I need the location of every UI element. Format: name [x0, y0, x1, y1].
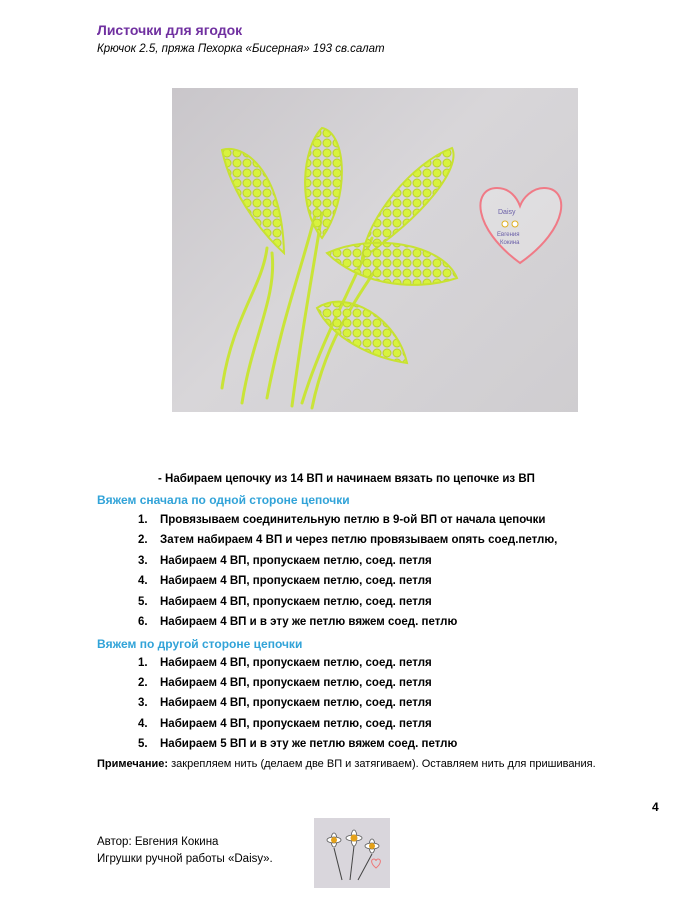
step-2-4	[138, 718, 432, 730]
step-1-2	[138, 534, 557, 546]
step-text: Набираем 4 ВП, пропускаем петлю, соед. петля	[160, 697, 432, 709]
daisy-flowers-icon	[314, 818, 390, 888]
step-text: Набираем 4 ВП, пропускаем петлю, соед. петля	[160, 555, 432, 567]
leaf-2	[305, 128, 342, 238]
leaf-4	[327, 243, 457, 285]
step-number: 5.	[138, 738, 148, 750]
step-number: 4.	[138, 575, 148, 587]
step-number: 5.	[138, 596, 148, 608]
author-block	[97, 834, 273, 868]
step-number: 1.	[138, 514, 148, 526]
page-subtitle: Крючок 2.5, пряжа Пехорка «Бисерная» 193 св.салат	[97, 43, 385, 55]
step-text: Набираем 4 ВП, пропускаем петлю, соед. петля	[160, 596, 432, 608]
page-title: Листочки для ягодок	[97, 22, 243, 38]
step-2-5	[138, 738, 457, 750]
step-text: Провязываем соединительную петлю в 9-ой ВП от начала цепочки	[160, 514, 546, 526]
step-1-3	[138, 555, 432, 567]
step-number: 3.	[138, 555, 148, 567]
watermark-line-1: Daisy	[498, 209, 516, 216]
step-text: Набираем 4 ВП, пропускаем петлю, соед. петля	[160, 718, 432, 730]
step-2-1	[138, 657, 432, 669]
leaf-1	[222, 149, 284, 253]
heart-watermark-icon	[480, 188, 561, 263]
author-line: Автор: Евгения Кокина	[97, 836, 219, 848]
step-number: 4.	[138, 718, 148, 730]
page-number: 4	[652, 800, 659, 814]
step-text: Набираем 4 ВП, пропускаем петлю, соед. петля	[160, 575, 432, 587]
step-1-5	[138, 596, 432, 608]
watermark-line-2: Евгения	[497, 232, 520, 238]
intro-step: - Набираем цепочку из 14 ВП и начинаем вязать по цепочке из ВП	[158, 473, 535, 485]
step-text: Набираем 4 ВП и в эту же петлю вяжем соед. петлю	[160, 616, 458, 628]
section-heading-1: Вяжем сначала по одной стороне цепочки	[97, 493, 350, 507]
step-text: Набираем 4 ВП, пропускаем петлю, соед. петля	[160, 657, 432, 669]
brand-thumbnail	[314, 818, 390, 888]
section-heading-2: Вяжем по другой стороне цепочки	[97, 637, 303, 651]
note	[97, 758, 596, 770]
watermark-line-3: Кокина	[500, 240, 520, 246]
brand-line: Игрушки ручной работы «Daisy».	[97, 853, 273, 865]
note-text: закрепляем нить (делаем две ВП и затягиваем). Оставляем нить для пришивания.	[168, 758, 596, 770]
step-2-2	[138, 677, 432, 689]
step-1-1	[138, 514, 545, 526]
step-number: 3.	[138, 697, 148, 709]
leaf-3	[362, 148, 454, 258]
leaves-illustration	[172, 88, 578, 412]
note-label: Примечание:	[97, 758, 169, 770]
leaves-photo	[172, 88, 578, 412]
step-number: 6.	[138, 616, 148, 628]
step-text: Набираем 5 ВП и в эту же петлю вяжем соед. петлю	[160, 738, 458, 750]
step-1-4	[138, 575, 432, 587]
step-text: Набираем 4 ВП, пропускаем петлю, соед. петля	[160, 677, 432, 689]
step-number: 1.	[138, 657, 148, 669]
step-1-6	[138, 616, 457, 628]
step-text: Затем набираем 4 ВП и через петлю провязываем опять соед.петлю,	[160, 534, 558, 546]
step-2-3	[138, 697, 432, 709]
step-number: 2.	[138, 677, 148, 689]
step-number: 2.	[138, 534, 148, 546]
